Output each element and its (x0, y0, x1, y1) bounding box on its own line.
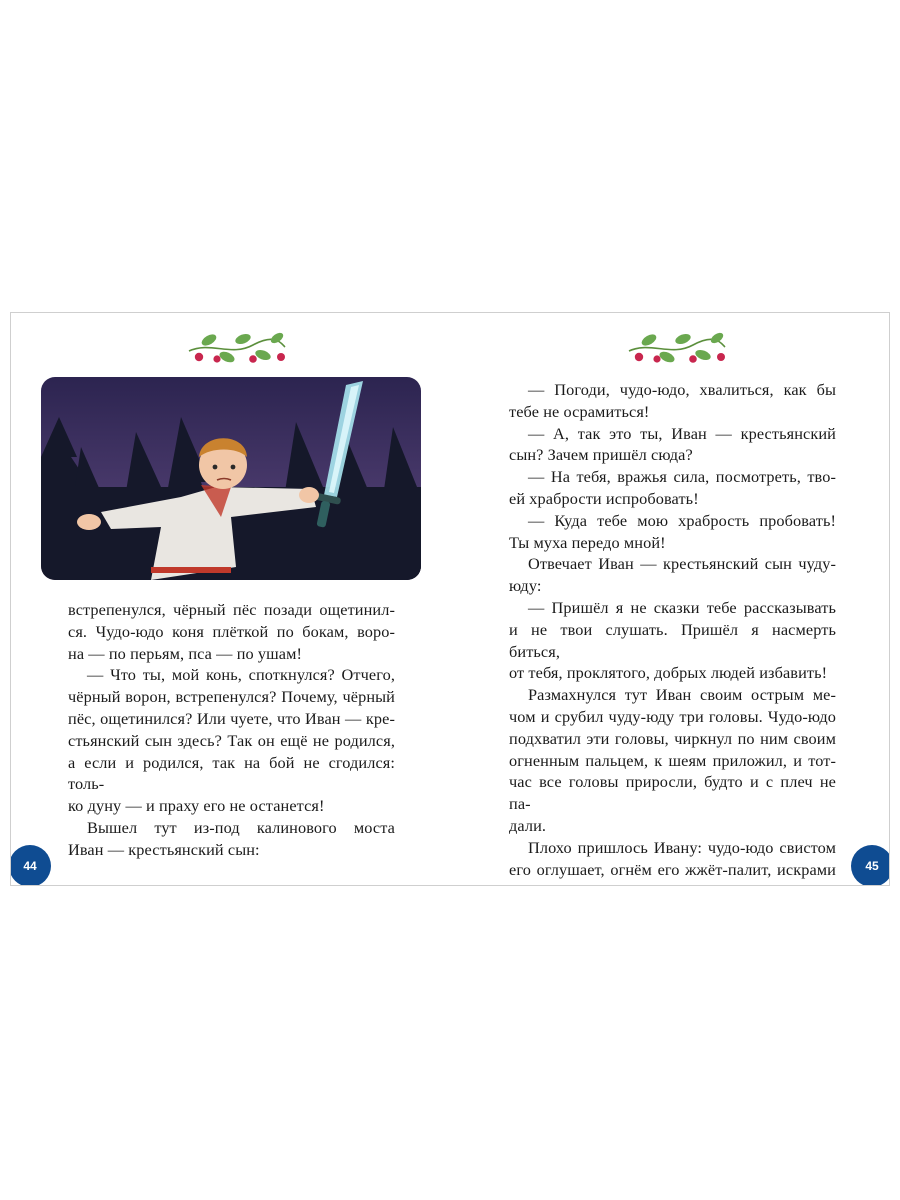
text-line: Иван — крестьянский сын: (68, 839, 260, 859)
text-line: Ты муха передо мной! (509, 532, 666, 552)
text-line: — На тебя, вражья сила, посмотреть, тво- (528, 467, 836, 487)
text-line: встрепенулся, чёрный пёс позади ощетинил- (68, 600, 395, 619)
text-line: пёс, ощетинился? Или чуете, что Иван — кре- (68, 708, 395, 728)
text-line: сын? Зачем пришёл сюда? (509, 445, 693, 465)
text-line: подхватил эти головы, чиркнул по ним своим (509, 728, 836, 748)
text-line: час все головы приросли, будто и с плеч не па- (509, 772, 836, 814)
page-number-badge (10, 845, 51, 886)
text-line: стьянский сын здесь? Так он ещё не родился, (68, 730, 395, 750)
text-line: Плохо пришлось Ивану: чудо-юдо свистом (528, 837, 836, 857)
text-line: дали. (509, 815, 547, 835)
text-line: а если и родился, так на бой не сгодился: толь- (68, 752, 395, 794)
berry-branch-ornament-icon (621, 327, 731, 367)
text-line: Вышел тут из-под калинового моста (87, 817, 395, 837)
page-number: 44 (23, 859, 37, 873)
illustration-ivan-with-sword (41, 377, 421, 580)
text-line: ей храбрости испробовать! (509, 488, 699, 508)
text-line: Отвечает Иван — крестьянский сын чуду- (528, 554, 836, 574)
text-line: юду: (509, 576, 542, 596)
text-line: — Погоди, чудо-юдо, хвалиться, как бы (528, 380, 836, 399)
text-line: — Куда тебе мою храбрость пробовать! (528, 510, 836, 530)
berry-branch-ornament-icon (181, 327, 291, 367)
text-line: и не твои слушать. Пришёл я насмерть биться, (509, 619, 836, 661)
text-line: — Что ты, мой конь, споткнулся? Отчего, (87, 665, 395, 685)
text-line: его оглушает, огнём его жжёт-палит, искрами (509, 859, 836, 879)
text-line: чом и срубил чуду-юду три головы. Чудо-юдо (509, 706, 836, 726)
page-number: 45 (865, 859, 879, 873)
text-line: — А, так это ты, Иван — крестьянский (528, 423, 836, 443)
text-line: ся. Чудо-юдо коня плёткой по бокам, воро- (68, 621, 395, 641)
left-page (11, 313, 451, 885)
text-line: на — по перьям, пса — по ушам! (68, 643, 303, 663)
text-line: огненным пальцем, к шеям приложил, и тот- (509, 750, 836, 770)
text-line: тебе не осрамиться! (509, 401, 650, 421)
text-line: — Пришёл я не сказки тебе рассказывать (528, 597, 836, 617)
text-line: ко дуну — и праху его не останется! (68, 796, 325, 816)
right-page-text (509, 379, 836, 880)
book-spread (10, 312, 890, 886)
text-line: чёрный ворон, встрепенулся? Почему, чёрный (68, 687, 395, 707)
right-page (451, 313, 890, 885)
page-number-badge (851, 845, 890, 886)
text-line: от тебя, проклятого, добрых людей избавить! (509, 663, 828, 683)
left-page-text (68, 599, 395, 861)
text-line: Размахнулся тут Иван своим острым ме- (528, 685, 836, 705)
